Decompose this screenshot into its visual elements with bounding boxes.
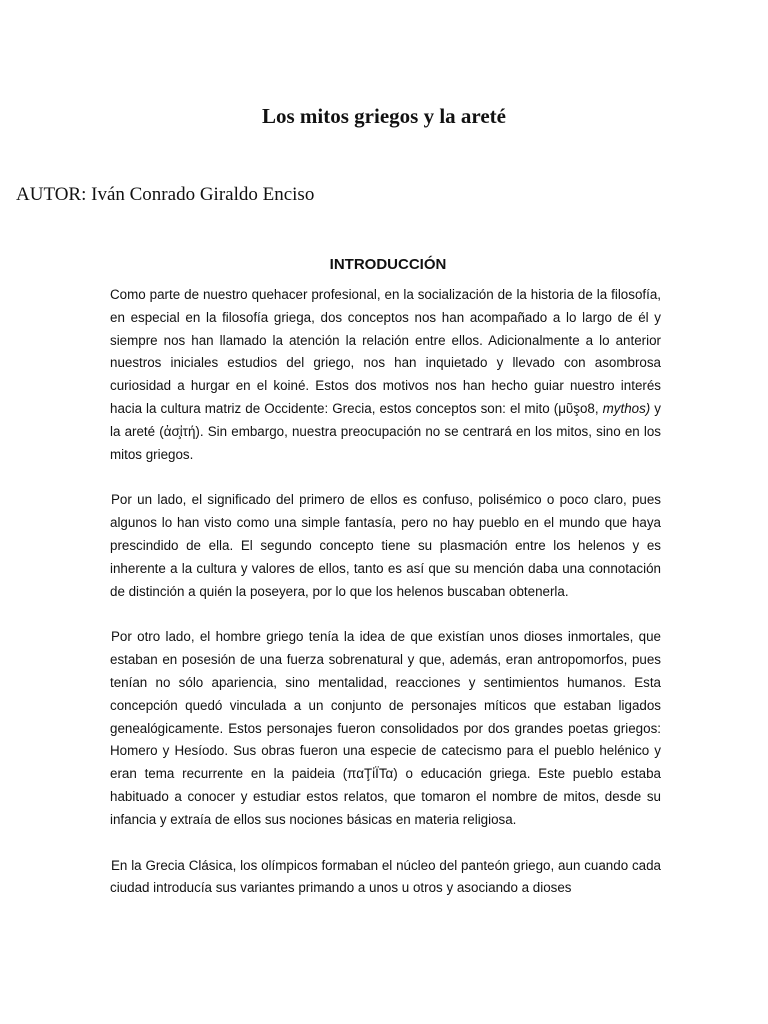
paragraph-1-text-a: Como parte de nuestro quehacer profesional, en la socialización de la historia de la filosofía, en especial en la filosofía griega, dos conceptos nos han acompañado a lo largo de él y siempre nos han llamado la atención la relación entre ellos. Adicionalmente a lo anterior nuestros iniciales estudios del griego, nos han inquietado y llevado con asombrosa curiosidad a hurgar en el koiné. Estos dos motivos nos han hecho guiar nuestro interés hacia la cultura matriz de Occidente: Grecia, estos conceptos son: el mito (μῦşο8, <box>110 287 661 416</box>
section-heading: INTRODUCCIÓN <box>329 256 447 273</box>
paragraph-2: Por un lado, el significado del primero de ellos es confuso, polisémico o poco claro, pues algunos lo han visto como una simple fantasía, pero no hay pueblo en el mundo que haya prescindido de ella. El segundo concepto tiene su plasmación entre los helenos y es inherente a la cultura y valores de ellos, tanto es así que su mención daba una connotación de distinción a quién la poseyera, por lo que los helenos buscaban obtenerla. <box>110 492 661 599</box>
author-line: AUTOR: Iván Conrado Giraldo Enciso <box>16 184 315 205</box>
document-title: Los mitos griegos y la areté <box>262 104 506 128</box>
paragraph-1-italic: mythos) <box>602 400 651 416</box>
paragraph-1-text-b: y la areté (ἀσ̧ἰτή). Sin embargo, nuestra preocupación no se centrará en los mitos, sino en los mitos griegos. <box>110 400 661 462</box>
paragraph-4: En la Grecia Clásica, los olímpicos formaban el núcleo del panteón griego, aun cuando cada ciudad introducía sus variantes primando a unos u otros y asociando a dioses <box>110 857 661 896</box>
paragraph-3: Por otro lado, el hombre griego tenía la idea de que existían unos dioses inmortales, que estaban en posesión de una fuerza sobrenatural y que, además, eran antropomorfos, pues tenían no sólo apariencia, sino mentalidad, reacciones y sentimientos humanos. Esta concepción quedó vinculada a un conjunto de personajes míticos que estaban ligados genealógicamente. Estos personajes fueron consolidados por dos grandes poetas griegos: Homero y Hesíodo. Sus obras fueron una especie de catecismo para el pueblo helénico y eran tema recurrente en la paideia (παŢἰΪΤα) o educación griega. Este pueblo estaba habituado a conocer y estudiar estos relatos, que tomaron el nombre de mitos, desde su infancia y extraía de ellos sus nociones básicas en materia religiosa. <box>110 629 661 827</box>
body-text <box>110 284 661 923</box>
paragraph-1 <box>110 284 661 466</box>
